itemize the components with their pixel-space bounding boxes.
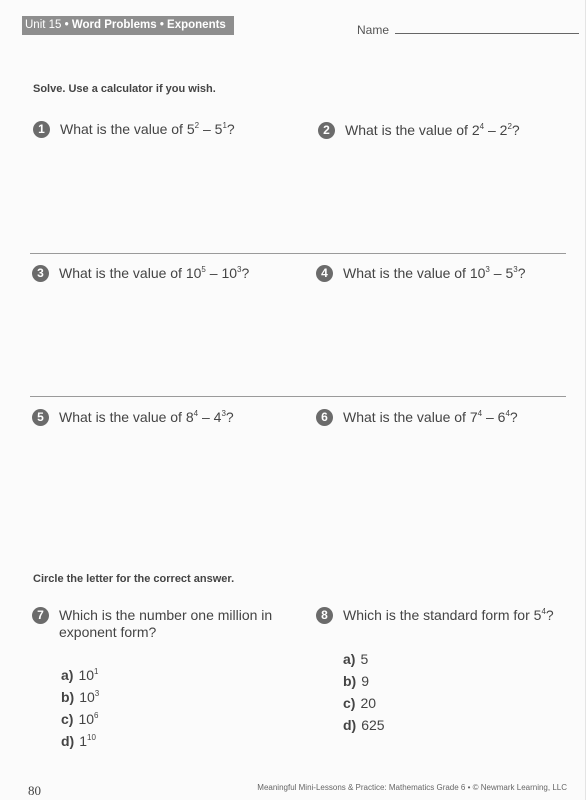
choice-a[interactable]: a) 5 — [343, 651, 369, 667]
question-number-badge: 7 — [32, 607, 49, 624]
choice-c[interactable]: c) 20 — [343, 695, 377, 711]
choice-c[interactable]: c) $10^6$ — [61, 711, 99, 727]
question-text: Which is the number one million in exponent form? — [59, 607, 273, 640]
question-number-badge: 2 — [318, 122, 335, 139]
choice-d[interactable]: d) $1^{10}$ — [61, 733, 96, 749]
name-write-line[interactable] — [395, 33, 579, 34]
question-text: Which is the standard form for $5^4$? — [343, 607, 554, 623]
answer-choices-7 — [61, 664, 99, 752]
circle-instruction: Circle the letter for the correct answer. — [33, 573, 235, 585]
question-number-badge: 1 — [33, 121, 50, 138]
answer-choices-8 — [343, 648, 385, 736]
choice-b[interactable]: b) 9 — [343, 673, 370, 689]
topic-label: • Word Problems • Exponents — [61, 19, 226, 31]
question-number-badge: 8 — [316, 607, 333, 624]
question-text: What is the value of $2^4 - 2^2$? — [345, 122, 520, 138]
name-label: Name — [357, 23, 390, 37]
question-number-badge: 3 — [32, 265, 49, 282]
choice-a[interactable]: a) $10^1$ — [61, 667, 99, 683]
section-divider — [30, 253, 566, 254]
question-text: What is the value of $10^5 - 10^3$? — [59, 265, 250, 281]
question-text: What is the value of $8^4 - 4^3$? — [59, 409, 234, 425]
unit-label: Unit 15 — [25, 19, 62, 31]
page-number: 80 — [28, 783, 41, 798]
question-text: What is the value of $5^2 - 5^1$? — [60, 121, 235, 137]
question-number-badge: 6 — [316, 409, 333, 426]
footer-credit: Meaningful Mini-Lessons & Practice: Mathematics Grade 6 • © Newmark Learning, LLC — [257, 783, 567, 792]
choice-b[interactable]: b) $10^3$ — [61, 689, 100, 705]
name-field[interactable] — [357, 23, 579, 39]
choice-d[interactable]: d) 625 — [343, 717, 385, 733]
question-text: What is the value of $7^4 - 6^4$? — [343, 409, 518, 425]
solve-instruction: Solve. Use a calculator if you wish. — [33, 83, 216, 95]
unit-header-bar — [22, 16, 234, 35]
question-number-badge: 4 — [316, 265, 333, 282]
question-number-badge: 5 — [32, 409, 49, 426]
section-divider — [30, 396, 566, 397]
question-text: What is the value of $10^3 - 5^3$? — [343, 265, 526, 281]
